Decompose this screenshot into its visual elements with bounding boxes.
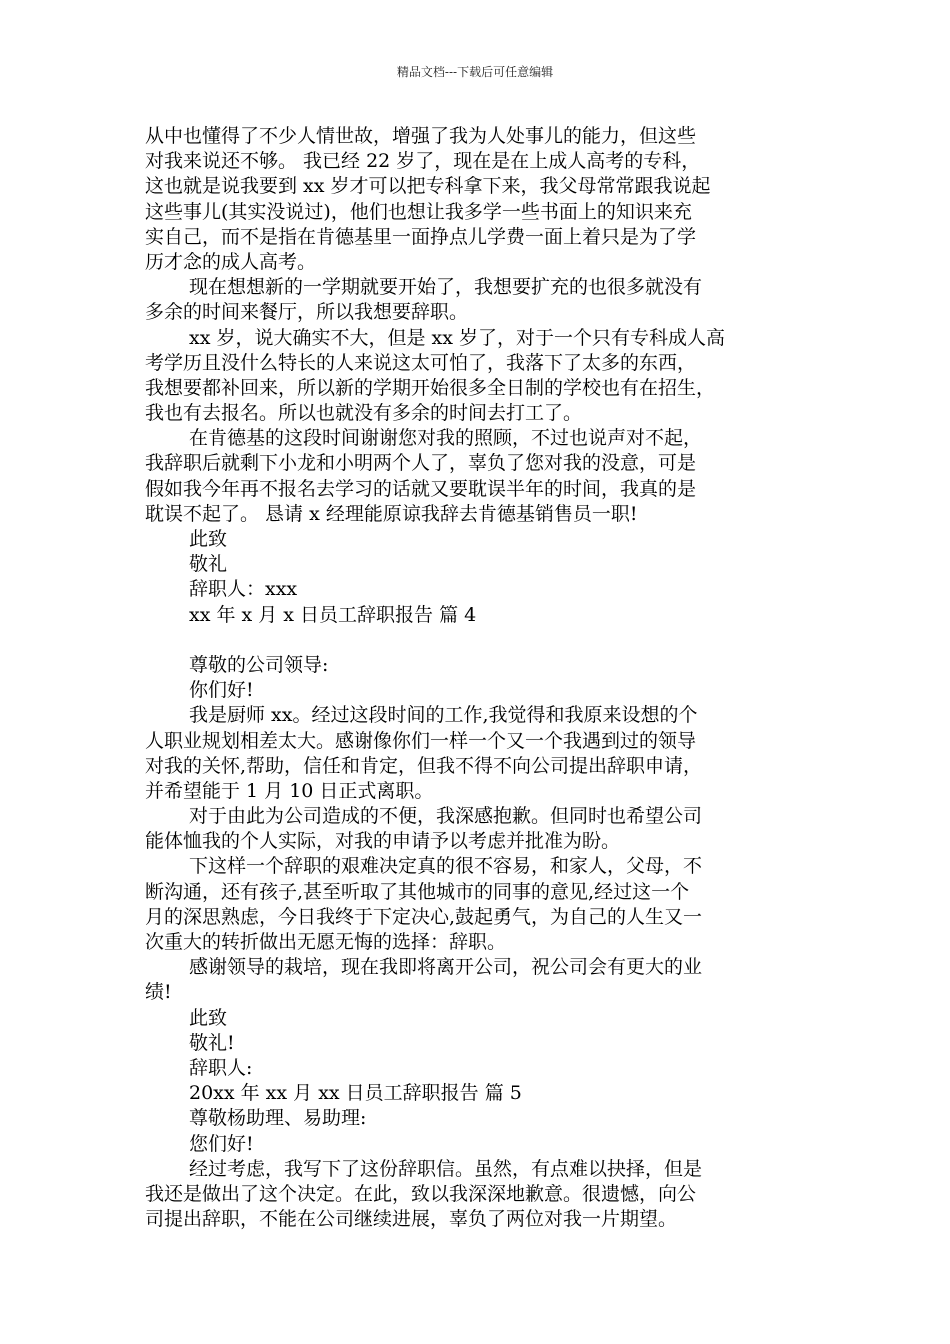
text-line: 我想要都补回来，所以新的学期开始很多全日制的学校也有在招生， xyxy=(145,376,716,399)
text-line: 绩! xyxy=(145,981,172,1004)
text-line: 我还是做出了这个决定。在此，致以我深深地歉意。很遗憾，向公 xyxy=(145,1182,697,1205)
page-header: 精品文档---下载后可任意编辑 xyxy=(396,65,554,79)
paragraph xyxy=(145,804,813,854)
text-line: 现在想想新的一学期就要开始了，我想要扩充的也很多就没有 xyxy=(189,276,703,299)
text-line: 考学历且没什么特长的人来说这太可怕了，我落下了太多的东西， xyxy=(145,351,697,374)
paragraph xyxy=(145,703,813,804)
paragraph xyxy=(145,1157,813,1233)
text-line: 假如我今年再不报名去学习的话就又要耽误半年的时间，我真的是 xyxy=(145,477,697,500)
paragraph xyxy=(145,426,813,527)
signoff-line: 辞职人：xxx xyxy=(189,578,298,601)
text-line: 司提出辞职，不能在公司继续进展，辜负了两位对我一片期望。 xyxy=(145,1208,678,1231)
text-line: 我是厨师 xx。经过这段时间的工作,我觉得和我原来设想的个 xyxy=(189,704,698,727)
paragraph xyxy=(145,326,813,427)
signoff-line: 尊敬杨助理、易助理: xyxy=(189,1107,367,1130)
text-line: 能体恤我的个人实际，对我的申请予以考虑并批准为盼。 xyxy=(145,830,621,853)
text-line: xx 岁，说大确实不大，但是 xx 岁了，对于一个只有专科成人高 xyxy=(189,326,725,349)
paragraph xyxy=(145,955,813,1005)
text-line: 月的深思熟虑，今日我终于下定决心,鼓起勇气，为自己的人生又一 xyxy=(145,905,703,928)
blank-line xyxy=(145,628,813,653)
signoff-line: 此致 xyxy=(189,1006,228,1029)
text-line: 实自己，而不是指在肯德基里一面挣点儿学费一面上着只是为了学 xyxy=(145,225,697,248)
text-line: 这也就是说我要到 xx 岁才可以把专科拿下来，我父母常常跟我说起 xyxy=(145,175,711,198)
paragraph xyxy=(145,275,813,325)
text-line: 我辞职后就剩下小龙和小明两个人了，辜负了您对我的没意，可是 xyxy=(145,452,697,475)
text-line: 耽误不起了。 恳请 x 经理能原谅我辞去肯德基销售员一职! xyxy=(145,502,638,525)
text-line: 经过考虑，我写下了这份辞职信。虽然，有点难以抉择，但是 xyxy=(189,1157,703,1180)
signoff-line: 20xx 年 xx 月 xx 日员工辞职报告 篇 5 xyxy=(189,1082,522,1105)
text-line: 我也有去报名。所以也就没有多余的时间去打工了。 xyxy=(145,402,583,425)
text-line: 对于由此为公司造成的不便，我深感抱歉。但同时也希望公司 xyxy=(189,805,703,828)
signoff-line: 敬礼 xyxy=(189,553,228,576)
document-body xyxy=(145,124,813,1232)
signoff-line: xx 年 x 月 x 日员工辞职报告 篇 4 xyxy=(189,603,477,626)
text-line: 人职业规划相差太大。感谢像你们一样一个又一个我遇到过的领导 xyxy=(145,729,697,752)
text-line: 多余的时间来餐厅，所以我想要辞职。 xyxy=(145,301,469,324)
text-line: 次重大的转折做出无愿无悔的选择：辞职。 xyxy=(145,931,507,953)
text-line: 从中也懂得了不少人情世故，增强了我为人处事儿的能力，但这些 xyxy=(145,125,697,147)
text-line: 下这样一个辞职的艰难决定真的很不容易，和家人，父母，不 xyxy=(189,855,703,878)
text-line: 对我的关怀,帮助，信任和肯定，但我不得不向公司提出辞职申请， xyxy=(145,754,703,777)
signoff-line: 尊敬的公司领导: xyxy=(189,653,329,676)
signoff-line: 敬礼! xyxy=(189,1031,235,1054)
text-line: 感谢领导的栽培，现在我即将离开公司，祝公司会有更大的业 xyxy=(189,956,703,979)
text-line: 历才念的成人高考。 xyxy=(145,250,317,273)
text-line: 在肯德基的这段时间谢谢您对我的照顾，不过也说声对不起， xyxy=(189,427,703,450)
signoff-line: 此致 xyxy=(189,528,228,550)
text-line: 并希望能于 1 月 10 日正式离职。 xyxy=(145,779,434,802)
signoff-line: 你们好! xyxy=(189,679,254,702)
text-line: 对我来说还不够。 我已经 22 岁了，现在是在上成人高考的专科， xyxy=(145,150,701,173)
signoff-line: 辞职人: xyxy=(189,1056,253,1079)
paragraph xyxy=(145,854,813,955)
signoff-line: 您们好! xyxy=(189,1132,254,1155)
text-line: 这些事儿(其实没说过)，他们也想让我多学一些书面上的知识来充 xyxy=(145,200,692,223)
paragraph xyxy=(145,124,813,275)
text-line: 断沟通，还有孩子,甚至听取了其他城市的同事的意见,经过这一个 xyxy=(145,880,690,903)
